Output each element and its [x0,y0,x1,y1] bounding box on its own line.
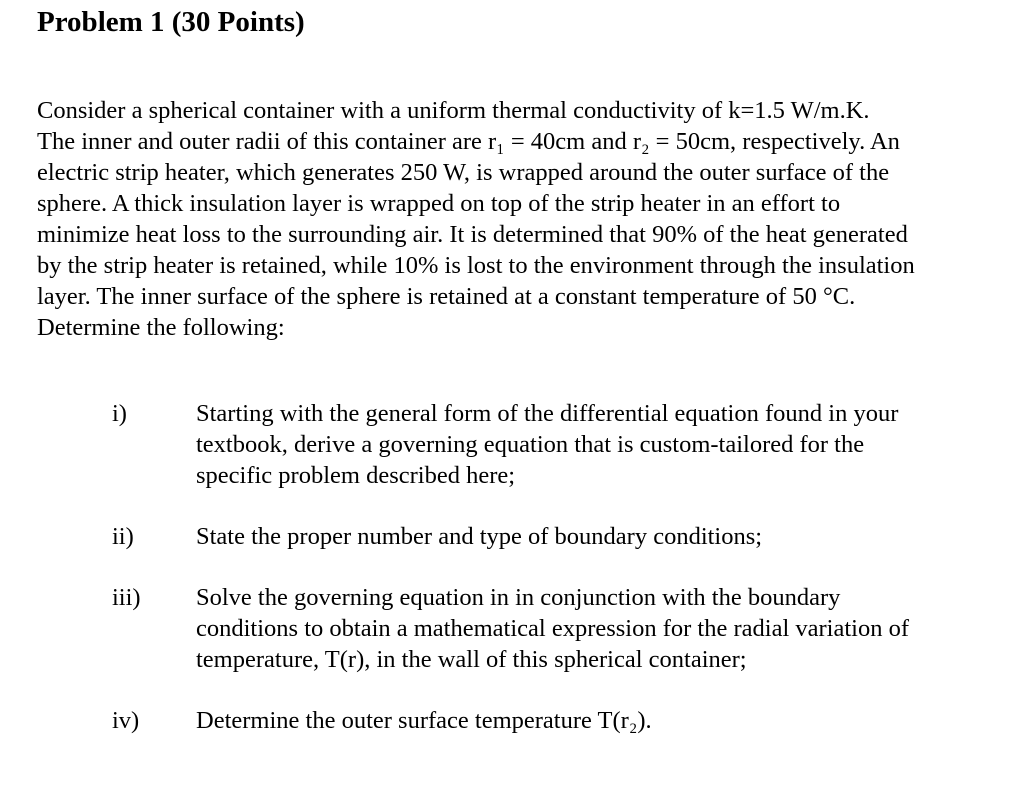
question-line: Determine the outer surface temperature T(r₂). [196,707,652,734]
statement-line: Consider a spherical container with a uniform thermal conductivity of k=1.5 W/m.K. [37,97,870,124]
statement-line: sphere. A thick insulation layer is wrapped on top of the strip heater in an effort to [37,190,841,217]
question-number: ii) [112,523,134,550]
question-line: State the proper number and type of boundary conditions; [196,523,763,550]
question-text [196,705,996,736]
statement-line: layer. The inner surface of the sphere is retained at a constant temperature of 50 °C. [37,283,856,310]
question-number: i) [112,400,127,427]
question-line: specific problem described here; [196,462,516,489]
question-number: iv) [112,707,140,734]
question-text [196,398,996,491]
question-line: Starting with the general form of the differential equation found in your [196,400,899,427]
problem-statement [37,95,997,343]
problem-title: Problem 1 (30 Points) [37,6,305,38]
statement-line: minimize heat loss to the surrounding air. It is determined that 90% of the heat generated [37,221,908,248]
question-text [196,582,996,675]
question-line: conditions to obtain a mathematical expression for the radial variation of [196,615,910,642]
statement-line: The inner and outer radii of this container are r₁ = 40cm and r₂ = 50cm, respectively. An [37,128,900,155]
statement-line: electric strip heater, which generates 250 W, is wrapped around the outer surface of the [37,159,890,186]
question-line: textbook, derive a governing equation that is custom-tailored for the [196,431,865,458]
question-text [196,521,996,552]
question-line: temperature, T(r), in the wall of this spherical container; [196,646,747,673]
question-number: iii) [112,584,141,611]
statement-line: Determine the following: [37,314,285,341]
question-line: Solve the governing equation in in conjunction with the boundary [196,584,841,611]
statement-line: by the strip heater is retained, while 10% is lost to the environment through the insulation [37,252,915,279]
